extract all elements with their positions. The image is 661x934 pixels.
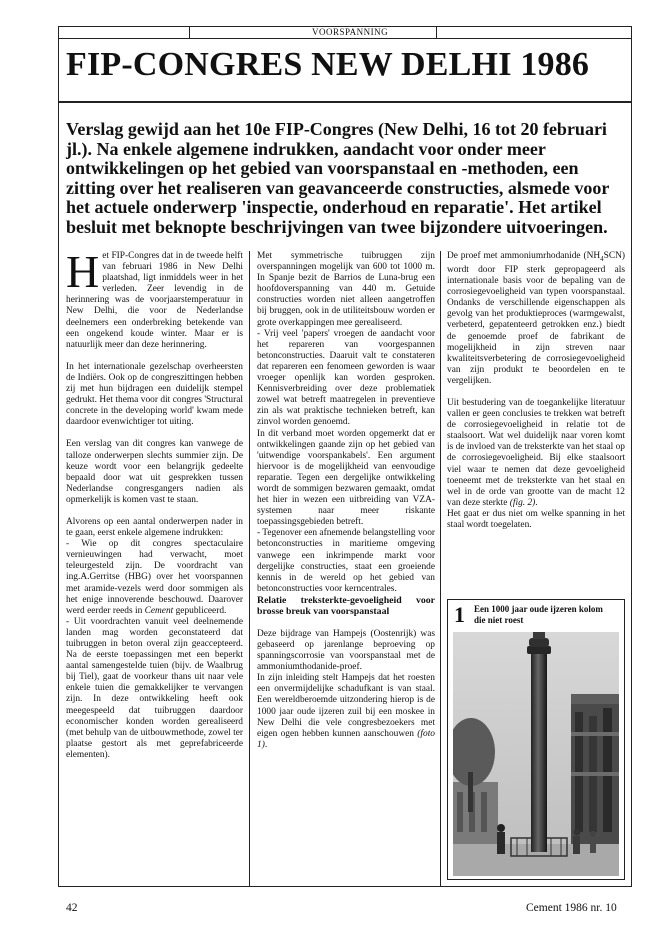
paragraph: Het gaat er dus niet om welke spanning in het staal wordt toegelaten.: [447, 508, 625, 531]
paragraph: [257, 673, 435, 751]
page-number: 42: [66, 902, 78, 914]
paragraph: In dit verband moet worden opgemerkt dat er ontwikkelingen gaande zijn op het gebied van 'uitwendige voorspankabels'. Een argument hiervoor is de mogelijkheid van eenvoudige reparatie. Tegen een dergelijke ontwikkeling wordt de sommigen bezwaren gemaakt, omdat het hier in wezen een uitbreiding van VZA-systemen naar meer riskante toepassingsgebieden betreft.: [257, 428, 435, 528]
paragraph-text: .: [535, 497, 538, 508]
drop-cap: H: [66, 246, 100, 297]
header-rule: [58, 38, 632, 39]
paragraph-text: Uit bestudering van de toegankelijke literatuur vallen er geen conclusies te trekken wat betreft de corrosiegevoeligheid in relatie tot de staalsoort. Wat wel duidelijk naar voren komt is de invloed van de treksterkte van het staal op de corrosiegevoeligheid. Bij elke staalsoort viel waar te nemen dat deze gevoeligheid toeneemt met de treksterkte van het staal en wel in de orde van grootte van de macht 12 van deze sterkte: [447, 398, 625, 508]
frame-left: [58, 26, 59, 886]
paragraph: Deze bijdrage van Hampejs (Oostenrijk) was gebaseerd op jarenlange beproeving op spanningscorrosie van voorspanstaal met de ammoniumthodanide-proef.: [257, 628, 435, 673]
paragraph-text: - Wie op dit congres spectaculaire vernieuwingen had verwacht, moet teleurgesteld zijn. De voordracht van ing.A.Gerritse (HBG) over het voorspannen met aramide-vezels werd door sommigen als het enige innoverende beschouwd. Daarover werd eerder reeds in: [66, 539, 243, 616]
title-rule: [58, 101, 632, 103]
column-divider-2: [440, 251, 441, 886]
paragraph: [447, 251, 625, 387]
figure-reference: (fig. 2): [509, 497, 536, 508]
journal-issue: Cement 1986 nr. 10: [526, 902, 617, 914]
figure-box: [447, 599, 625, 880]
photo-reference: (foto 1): [257, 728, 435, 750]
paragraph: - Vrij veel 'papers' vroegen de aandacht voor het repareren van voorgespannen betonconstructies. Daaruit valt te constateren dat repareren een fenomeen geworden is waar vroeger openlijk kan worden gesproken. Kennisverbreiding over deze problematiek zowel wat betreft maatregelen in preventieve zin als wat praktische technieken betreft, kan zinvol worden genoemd.: [257, 328, 435, 428]
frame-right: [631, 26, 632, 886]
subheading: Relatie treksterkte-gevoeligheid voor brosse breuk van voorspanstaal: [257, 594, 435, 618]
lead-paragraph: Verslag gewijd aan het 10e FIP-Congres (New Delhi, 16 tot 20 februari jl.). Na enkele algemene indrukken, aandacht voor onder meer ontwikkelingen op het gebied van voorspanstaal en -methoden, een zitting over het realiseren van geavanceerde constructies, alsmede voor het actuele onderwerp 'inspectie, onderhoud en reparatie'. Het artikel besluit met beknopte beschrijvingen van twee bijzondere uitvoeringen.: [66, 119, 610, 237]
paragraph: In het internationale gezelschap overheersten de Indiërs. Ook op de congreszittingen hebben zij met hun bijdragen een duidelijk stempel gedrukt. Het thema voor dit congres 'Structural concrete in the developing world' kwam mede daardoor evenwichtiger tot uiting.: [66, 361, 243, 428]
paragraph: [66, 539, 243, 617]
figure-caption: Een 1000 jaar oude ijzeren kolom die niet roest: [474, 604, 603, 625]
paragraph-text: gepubliceerd.: [173, 605, 227, 616]
paragraph: et FIP-Congres dat in de tweede helft van februari 1986 in New Delhi plaatshad, ligt inmiddels weer in het verleden. Zeer levendig in de herinnering was de voorjaarstemperatuur in New Delhi, die voor de Nederlandse deelnemers een onderbreking betekende van een ongekend koude winter. Maar er is natuurlijk meer dan deze herinnering.: [66, 251, 243, 350]
paragraph: Alvorens op een aantal onderwerpen nader in te gaan, eerst enkele algemene indrukken:: [66, 516, 243, 539]
paragraph: Met symmetrische tuibruggen zijn overspanningen mogelijk van 600 tot 1000 m. In Spanje bezit de Barrios de Luna-brug een hoofdoverspanning van 440 m. Getuide constructies worden niet alleen aangetroffen bij bruggen, ook in de utiliteitsbouw worden er grote overkappingen mee gerealiseerd.: [257, 251, 435, 328]
paragraph: Een verslag van dit congres kan vanwege de talloze onderwerpen slechts summier zijn. De keuze wordt voor een belangrijk gedeelte bepaald door wat uit gesprekken tussen Nederlandse congresgangers nadien als opmerkelijk is komen vast te staan.: [66, 439, 243, 505]
article-title: FIP-CONGRES NEW DELHI 1986: [66, 46, 590, 83]
paragraph-text: In zijn inleiding stelt Hampejs dat het roesten een onvermijdelijke schadufkant is van staal. Een wereldberoemde uitzondering hierop is de 1000 jaar oude ijzeren zuil bij een moskee in New Delhi die vele congresbezoekers met eigen ogen hebben kunnen aanschouwen: [257, 673, 435, 739]
paragraph: - Tegenover een afnemende belangstelling voor betonconstructies in maritieme omgeving vanwege een inkrimpende markt voor dergelijke constructies, staat een groeiende kennis in de wereld op het gebied van betonconstructies voor kerncentrales.: [257, 528, 436, 594]
column-divider-1: [249, 251, 250, 886]
figure-number: 1: [454, 602, 465, 627]
paragraph-text: De proef met ammoniumrhodanide (NH: [447, 251, 601, 261]
paragraph-text: .: [264, 739, 268, 750]
paragraph: - Uit voordrachten vanuit veel deelnemende landen mag worden geconstateerd dat tuibruggen in beton overal zijn geaccepteerd. Na de eerste toepassingen met een beperkt aantal samengestelde tuien (bijv. de Waalbrug bij Tiel), gaat de voorkeur thans uit naar vele enkele tuien die gemakkelijker te vervangen zijn. In deze ontwikkeling heeft ook meegespeeld dat tuibruggen daardoor economischer konden worden gerealiseerd (met behulp van de uitbouwmethode, zowel ter plaatse gestort als met geprefabriceerde elementen).: [66, 616, 243, 760]
journal-name: Cement: [144, 605, 174, 616]
iron-pillar-photo: [453, 632, 619, 876]
bottom-rule: [58, 886, 632, 887]
section-label: VOORSPANNING: [312, 27, 389, 37]
text-column-3: [447, 251, 625, 531]
paragraph-text: SCN) wordt door FIP sterk gepropageerd als internationale basis voor de bepaling van de corrosiegevoeligheid van typen voorspanstaal. Ondanks de verschillende eigenschappen als gevolg van het produktieproces (warmgewalst, verbeterd, gepatenteerd getrokken enz.) biedt de genoemde proef de fabrikant de mogelijkheid in zijn streven naar kwaliteitsverbetering de corrosiegevoeligheid van zijn produkt te beoordelen en te vergelijken.: [447, 251, 625, 386]
text-column-2: [257, 251, 435, 751]
subscript: 4: [600, 254, 604, 263]
paragraph: [447, 398, 625, 509]
text-column-1: [66, 246, 243, 772]
